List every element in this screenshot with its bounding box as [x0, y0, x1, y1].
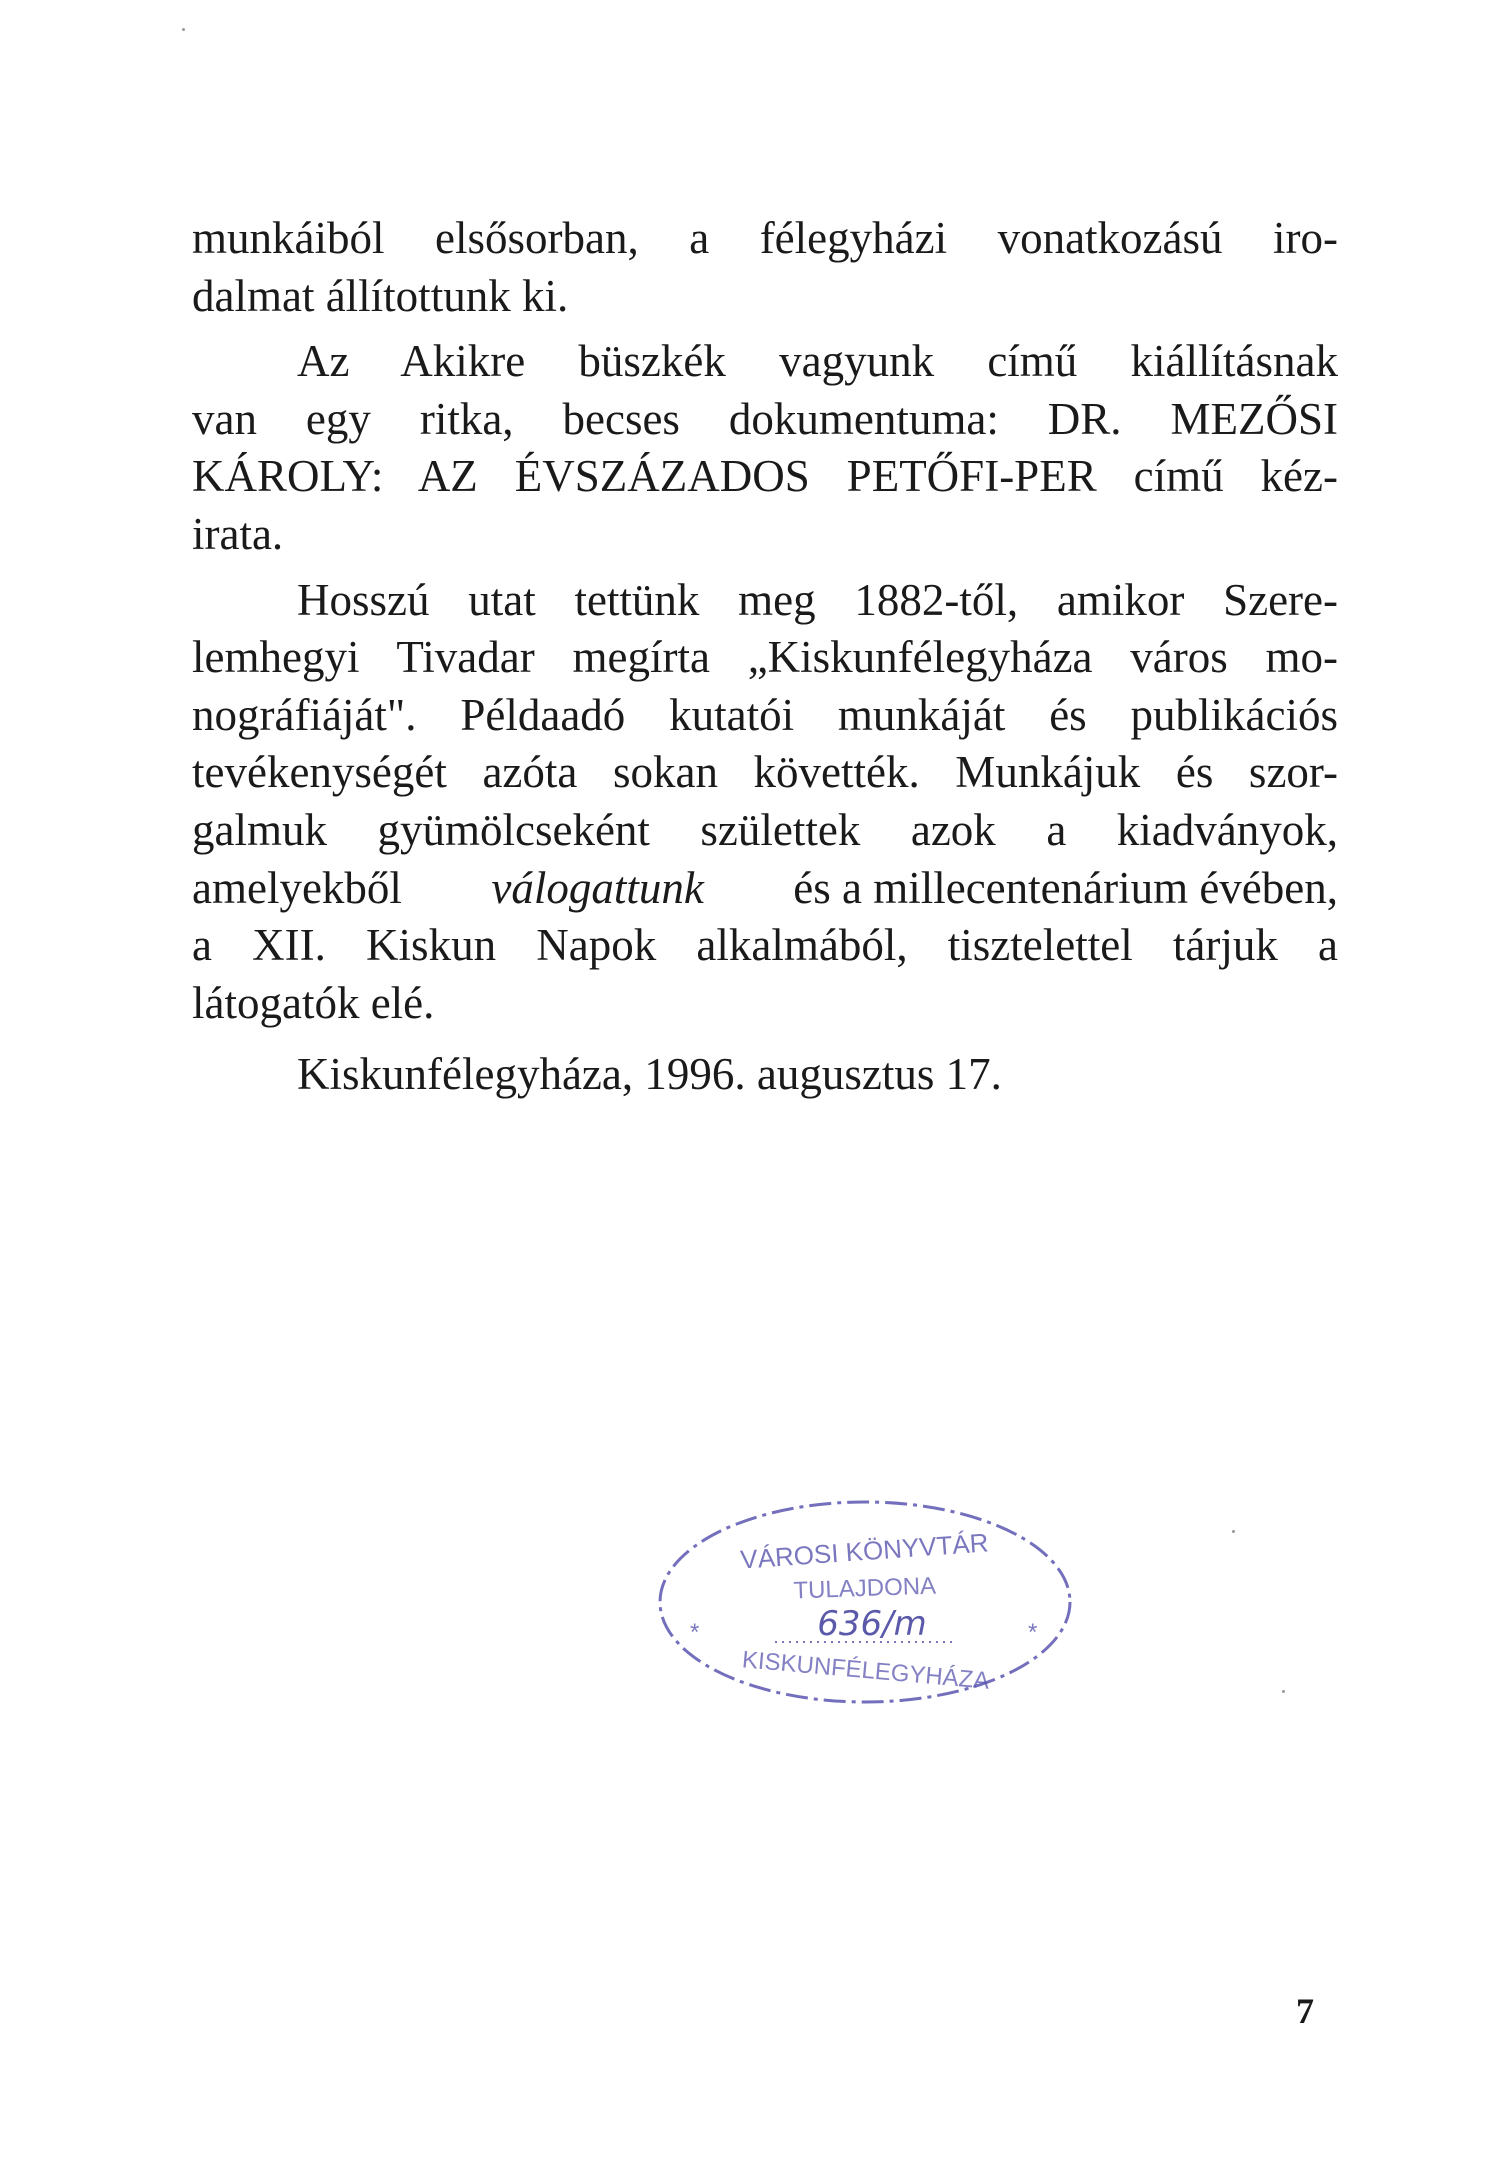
text-line: KÁROLY: AZ ÉVSZÁZADOS PETŐFI-PER című kéz- — [192, 451, 1338, 502]
text-line: nográfiáját". Példaadó kutatói munkáját és publikációs — [192, 689, 1338, 740]
scan-speck — [1282, 1690, 1285, 1693]
text-line: látogatók elé. — [192, 977, 435, 1028]
text-line: a XII. Kiskun Napok alkalmából, tisztelettel tárjuk a — [192, 920, 1338, 971]
text-line: galmuk gyümölcseként születtek azok a kiadványok, — [192, 804, 1338, 855]
text-line — [192, 860, 1338, 918]
italic-word: válogattunk — [491, 862, 704, 913]
stamp-star-right: * — [1028, 1619, 1038, 1646]
stamp-number: 636/m — [817, 1604, 927, 1644]
stamp-line2: TULAJDONA — [792, 1572, 937, 1605]
text-line: lemhegyi Tivadar megírta „Kiskunfélegyháza város mo- — [192, 632, 1338, 683]
stamp-line1: VÁROSI KÖNYVTÁR — [739, 1527, 990, 1575]
text-line: Hosszú utat tettünk meg 1882-től, amikor Szere- — [297, 574, 1338, 625]
text-line: irata. — [192, 508, 284, 559]
stamp-star-left: * — [690, 1619, 700, 1646]
text-fragment: amelyekből — [192, 862, 402, 913]
text-line: Az Akikre büszkék vagyunk című kiállításnak — [297, 336, 1338, 387]
text-line: munkáiból elsősorban, a félegyházi vonatkozású iro- — [192, 213, 1338, 263]
text-line: tevékenységét azóta sokan követték. Munkájuk és szor- — [192, 747, 1338, 798]
body-text — [192, 210, 1338, 1104]
date-line: Kiskunfélegyháza, 1996. augusztus 17. — [297, 1049, 1002, 1100]
text-fragment: és a millecentenárium évében, — [793, 862, 1338, 913]
scan-speck — [1232, 1530, 1235, 1533]
text-line: dalmat állítottunk ki. — [192, 270, 569, 321]
text-line: van egy ritka, becses dokumentuma: DR. MEZŐSI — [192, 393, 1338, 444]
scan-speck — [182, 28, 185, 31]
page-number: 7 — [1296, 1991, 1314, 2031]
library-stamp — [650, 1490, 1080, 1715]
stamp-line3: KISKUNFÉLEGYHÁZA — [740, 1646, 991, 1695]
